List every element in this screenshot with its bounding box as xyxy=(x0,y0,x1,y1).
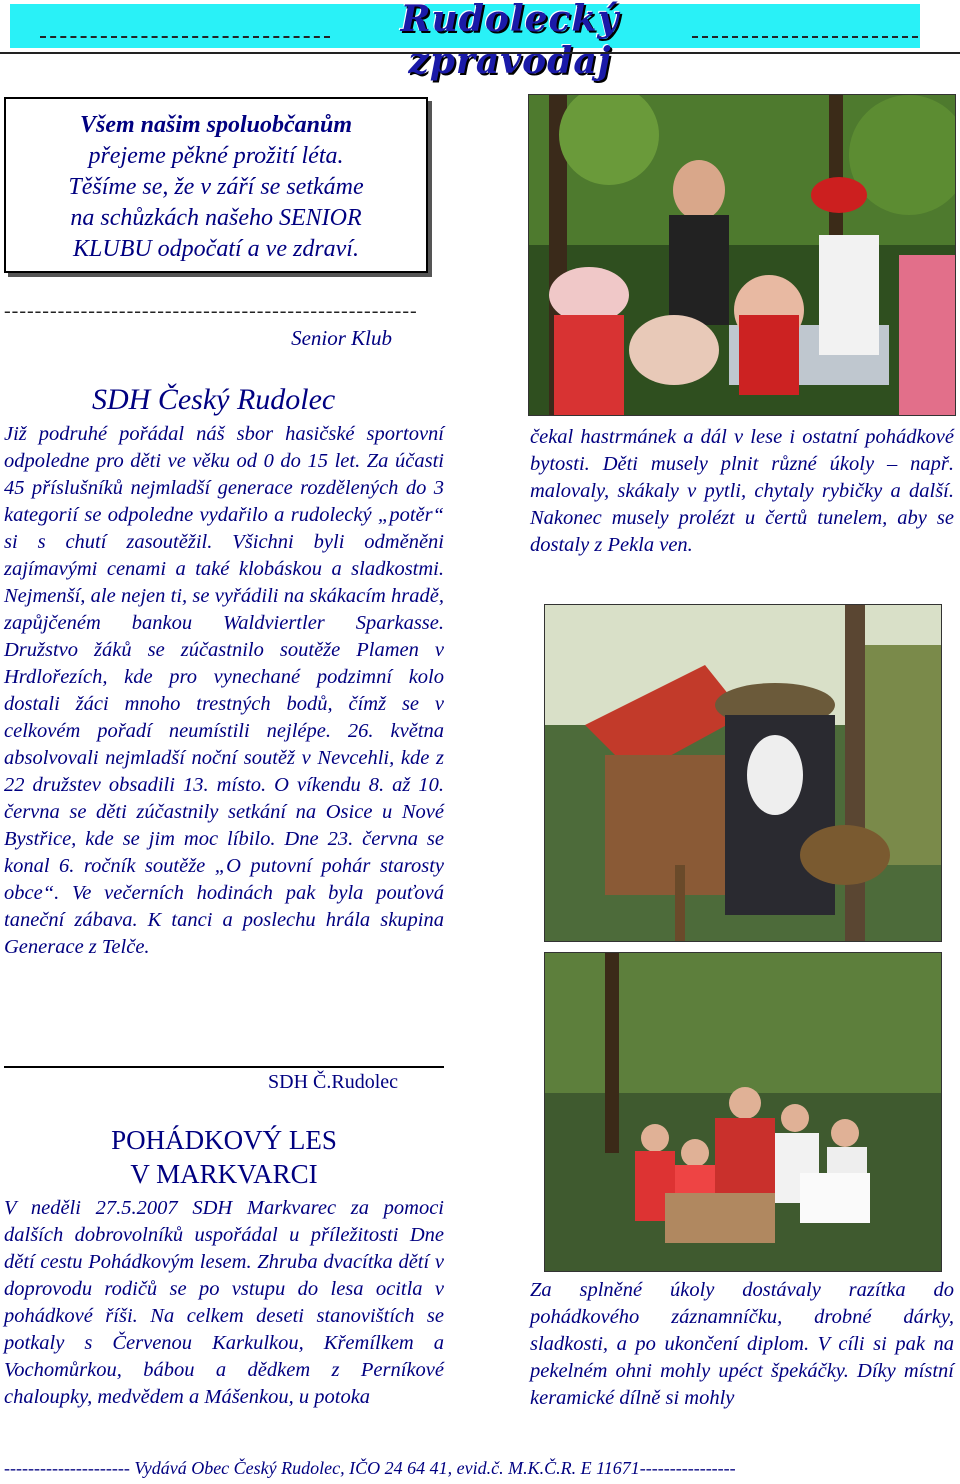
greeting-line: přejeme pěkné prožití léta. xyxy=(88,143,344,169)
pohadkovy-heading-line2: V MARKVARCI xyxy=(130,1159,318,1189)
greeting-line: Všem našim spoluobčanům xyxy=(79,112,353,138)
senior-klub-signature: Senior Klub xyxy=(291,326,392,350)
pohadkovy-article: V neděli 27.5.2007 SDH Markvarec za pomoci dalších dobrovolníků uspořádal u příležitosti Dne dětí cestu Pohádkovým lesem. Zhruba dvacítka dětí v doprovodu rodičů se po vstupu do lesa ocitla v pohádkové říši. Na celkem deseti stanovištích se potkaly s Červenou Karkulkou, Křemílkem a Vochomůrkou, bábou a dědkem z Perníkové chaloupky, medvědem a Mášenkou, u potoka xyxy=(4,1197,444,1408)
photo-gingerbread-house xyxy=(544,604,942,942)
masthead-dash-right xyxy=(692,36,918,38)
photo-children-group xyxy=(544,952,942,1272)
greeting-line: KLUBU odpočatí a ve zdraví. xyxy=(73,236,359,262)
sdh-signature-rule xyxy=(4,1066,444,1068)
sdh-signature: SDH Č.Rudolec xyxy=(268,1071,398,1093)
masthead xyxy=(0,0,960,82)
greeting-box xyxy=(4,97,428,273)
greeting-line: na schůzkách našeho SENIOR xyxy=(70,205,362,231)
section-divider: ------------------------------------------------------ xyxy=(4,300,418,322)
masthead-rule xyxy=(0,52,960,54)
pohadkovy-heading xyxy=(4,1123,444,1191)
footer-publisher: --------------------- Vydává Obec Český Rudolec, IČO 24 64 41, evid.č. M.K.Č.R. E 11671---------------- xyxy=(4,1458,736,1478)
newsletter-title: Rudolecký zpravodaj xyxy=(400,0,620,82)
sdh-heading: SDH Český Rudolec xyxy=(92,383,336,416)
pohadkovy-heading-line1: POHÁDKOVÝ LES xyxy=(111,1125,337,1155)
pohadkovy-ending: Za splněné úkoly dostávaly razítka do pohádkového záznamníčku, drobné dárky, sladkosti, a po ukončení diplom. V cíli si pak na pekelném ohni mohly upéct špekáčky. Díky místní keramické dílně si mohly xyxy=(530,1279,954,1409)
masthead-dash-left xyxy=(40,36,330,38)
pohadkovy-continuation: čekal hastrmánek a dál v lese i ostatní pohádkové bytosti. Děti musely plnit různé úkoly – např. malovaly, skákaly v pytli, chytaly rybičky a další. Nakonec musely prolézt u čertů tunelem, aby se dostaly z Pekla ven. xyxy=(530,426,954,556)
photo-children-table xyxy=(528,94,956,416)
greeting-line: Těšíme se, že v září se setkáme xyxy=(68,174,364,200)
sdh-article: Již podruhé pořádal náš sbor hasičské sportovní odpoledne pro děti ve věku od 0 do 15 let. Za účasti 45 příslušníků nejmladší generace rozdělených do 3 kategorií se odpoledne vydařilo a rudolecký „potěr“ si s chutí zasoutěžil. Všichni byli odměněni zajímavými cenami a také klobáskou a sladkostmi. Nejmenší, ale nejen ti, se vyřádili na skákacím hradě, zapůjčeném bankou Waldviertler Sparkasse. Družstvo žáků se zúčastnilo soutěže Plamen v Hrdlořezích, kde pro vynechané podzimní kolo dostali žáci mnoho trestných bodů, čímž se v celkovém pořadí neumístili nejlépe. 26. května absolvovali nejmladší noční soutěž v Nevcehli, kde z 22 družstev obsadili 13. místo. O víkendu 8. až 10. června se děti zúčastnily setkání na Osice u Nové Bystřice, kde se jim moc líbilo. Dne 23. června se konal 6. ročník soutěže „O putovní pohár starosty obce“. Ve večerních hodinách pak byla pouťová taneční zábava. K tanci a poslechu hrála skupina Generace z Telče. xyxy=(4,423,444,958)
